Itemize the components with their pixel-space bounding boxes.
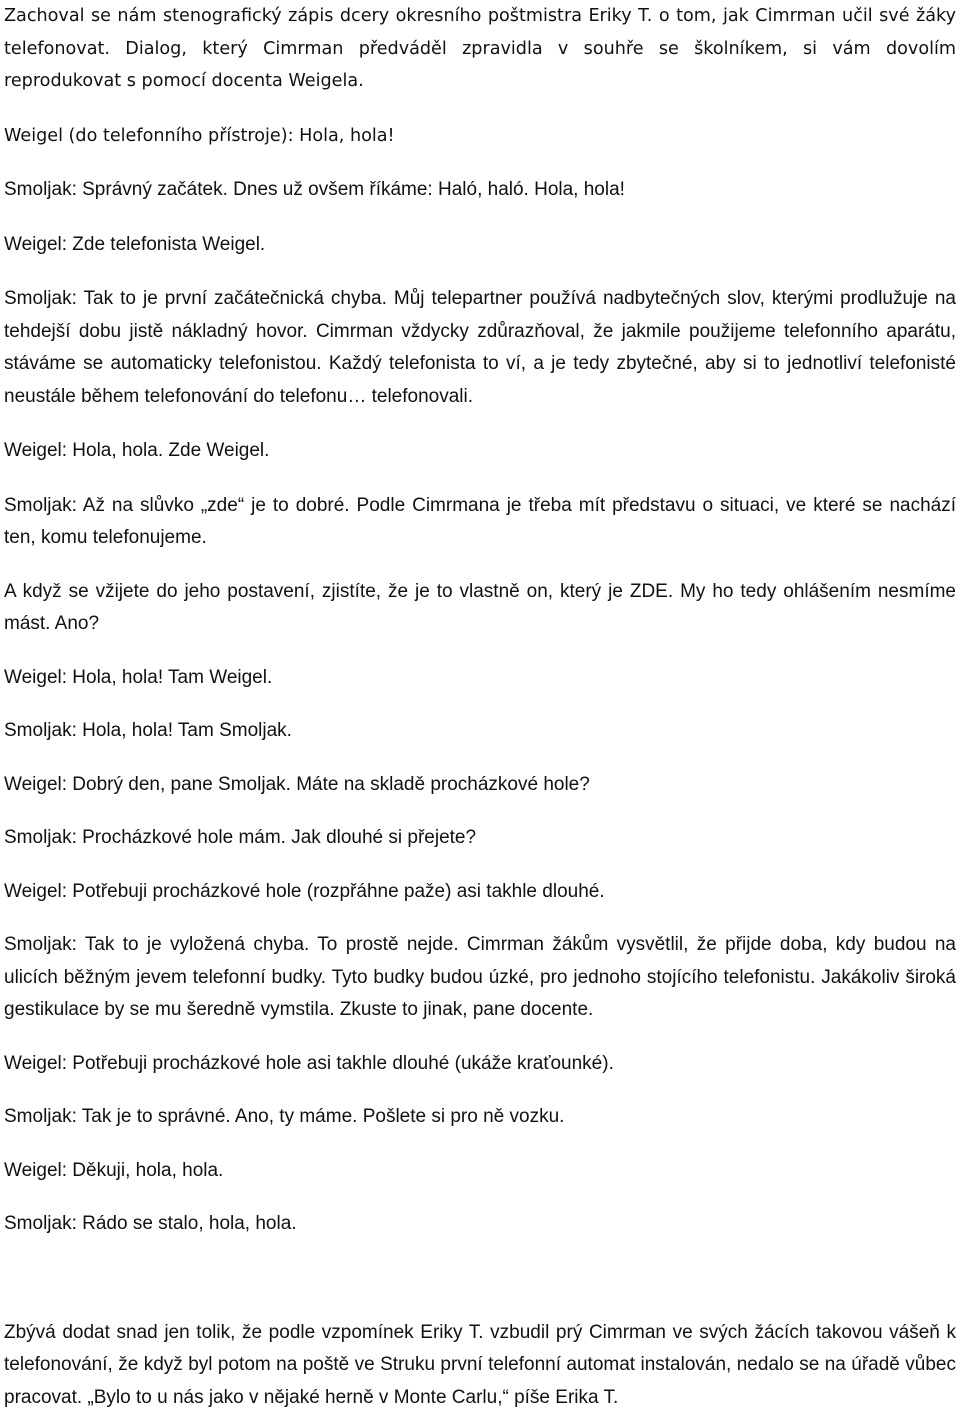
dialog-line-weigel-2: Weigel: Zde telefonista Weigel.	[4, 233, 266, 255]
dialog-line-weigel-1: Weigel (do telefonního přístroje): Hola, hola!	[4, 125, 395, 146]
dialog-line-smoljak-7: Smoljak: Tak je to správné. Ano, ty máme. Pošlete si pro ně vozku.	[4, 1106, 565, 1127]
dialog-line-weigel-7: Weigel: Potřebuji procházkové hole asi takhle dlouhé (ukáže kraťounké).	[4, 1052, 614, 1074]
dialog-line-weigel-8: Weigel: Děkuji, hola, hola.	[4, 1159, 224, 1181]
dialog-line-smoljak-4: Smoljak: Hola, hola! Tam Smoljak.	[4, 720, 292, 741]
dialog-paragraph-zde: A když se vžijete do jeho postavení, zjistíte, že je to vlastně on, který je ZDE. My ho tedy ohlášením nesmíme mást. Ano?	[4, 580, 956, 634]
dialog-line-smoljak-8: Smoljak: Rádo se stalo, hola, hola.	[4, 1213, 297, 1234]
closing-paragraph: Zbývá dodat snad jen tolik, že podle vzpomínek Eriky T. vzbudil prý Cimrman ve svých žácích takovou vášeň k telefonování, že když byl potom na poště ve Struku první telefonní automat instalován, nedalo se na úřadě vůbec pracovat. „Bylo to u nás jako v nějaké herně v Monte Carlu,“ píše Erika T.	[4, 1321, 956, 1408]
dialog-line-smoljak-3: Smoljak: Až na slůvko „zde“ je to dobré. Podle Cimrmana je třeba mít představu o situaci, ve které se nachází ten, komu telefonujeme.	[4, 494, 956, 548]
dialog-line-smoljak-2: Smoljak: Tak to je první začátečnická chyba. Můj telepartner používá nadbytečných slov, kterými prodlužuje na tehdejší dobu jistě nákladný hovor. Cimrman vždycky zdůrazňoval, že jakmile použijeme telefonního aparátu, stáváme se automaticky telefonistou. Každý telefonista to ví, a je tedy zbytečné, aby si to jednotliví telefonisté neustále během telefonování do telefonu… telefonovali.	[4, 288, 956, 407]
intro-paragraph: Zachoval se nám stenografický zápis dcery okresního poštmistra Eriky T. o tom, jak Cimrman učil své žáky telefonovat. Dialog, který Cimrman předváděl zpravidla v souhře se školníkem, si vám dovolím reprodukovat s pomocí docenta Weigela.	[4, 6, 956, 91]
dialog-line-smoljak-1: Smoljak: Správný začátek. Dnes už ovšem říkáme: Haló, haló. Hola, hola!	[4, 179, 625, 200]
dialog-line-weigel-3: Weigel: Hola, hola. Zde Weigel.	[4, 440, 270, 461]
dialog-line-weigel-6: Weigel: Potřebuji procházkové hole (rozpřáhne paže) asi takhle dlouhé.	[4, 880, 605, 902]
dialog-line-smoljak-6: Smoljak: Tak to je vyložená chyba. To prostě nejde. Cimrman žákům vysvětlil, že přijde doba, kdy budou na ulicích běžným jevem telefonní budky. Tyto budky budou úzké, pro jednoho stojícího telefonistu. Jakákoliv široká gestikulace by se mu šeredně vymstila. Zkuste to jinak, pane docente.	[4, 934, 956, 1020]
document-page	[4, 0, 956, 1414]
dialog-line-smoljak-5: Smoljak: Procházkové hole mám. Jak dlouhé si přejete?	[4, 827, 477, 848]
dialog-line-weigel-5: Weigel: Dobrý den, pane Smoljak. Máte na skladě procházkové hole?	[4, 773, 590, 795]
dialog-line-weigel-4: Weigel: Hola, hola! Tam Weigel.	[4, 666, 273, 688]
